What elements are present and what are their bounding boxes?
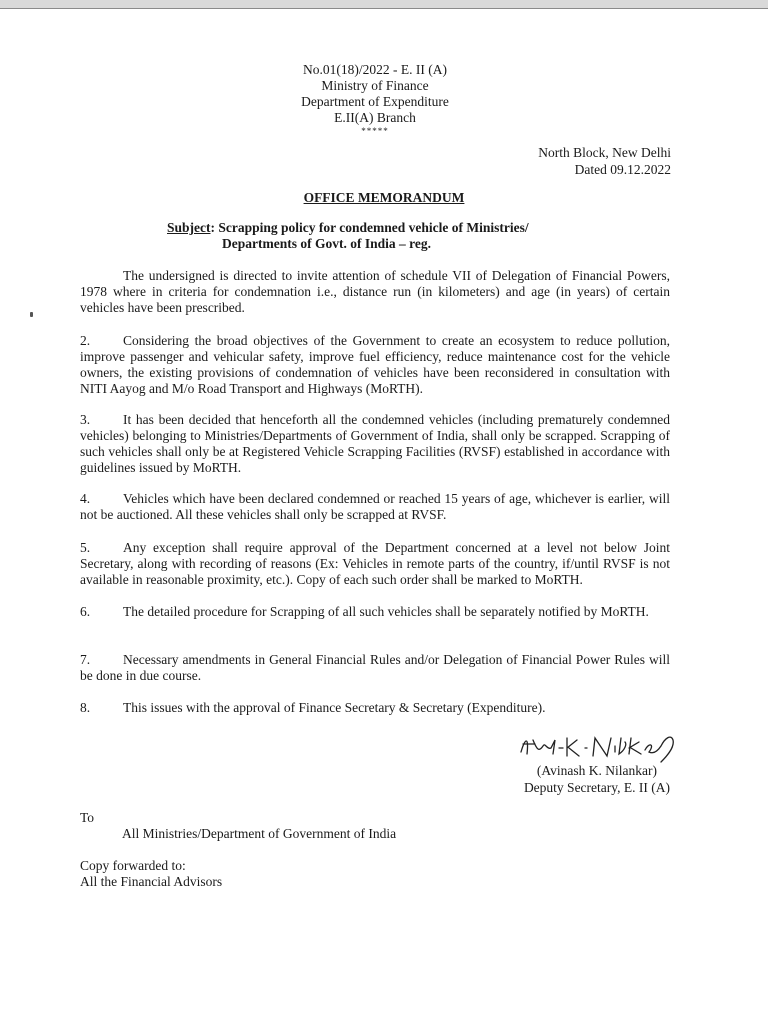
copy-label: Copy forwarded to: [80,858,186,873]
memo-title: OFFICE MEMORANDUM [303,190,465,205]
scan-speck [30,312,33,317]
paragraph-7 [80,652,670,684]
to-addressee: All Ministries/Department of Government of India [122,826,397,841]
subject [167,220,529,252]
signatory-name: (Avinash K. Nilankar) [536,763,658,778]
subject-line-1: : Scrapping policy for condemned vehicle of Ministries/ [210,220,529,235]
paragraph-text: The undersigned is directed to invite attention of schedule VII of Delegation of Financial Powers, 1978 where in criteria for condemnation i.e., distance run (in kilometers) and age (in years) of certain vehicles have been prescribed. [80,268,670,315]
header-separator: ***** [361,126,389,136]
paragraph-1 [80,268,670,316]
place-and-date [538,144,671,178]
paragraph-text: Any exception shall require approval of the Department concerned at a level not below Joint Secretary, along with recording of reasons (Ex: Vehicles in remote parts of the country, if/until RVSF is not available in reasonable proximity, etc.). Copy of each such order shall be marked to MoRTH. [80,540,670,587]
paragraph-text: This issues with the approval of Finance Secretary & Secretary (Expenditure). [123,700,546,715]
paragraph-number: 8. [80,700,91,715]
paragraph-text: Necessary amendments in General Financial Rules and/or Delegation of Financial Power Rules will be done in due course. [80,652,670,683]
paragraph-6 [80,604,670,620]
handwritten-signature [515,730,680,764]
paragraph-text: It has been decided that henceforth all the condemned vehicles (including prematurely condemned vehicles) belonging to Ministries/Departments of Government of India, shall only be scrapped. Scrapping of such vehicles shall only be at Registered Vehicle Scrapping Facilities (RVSF) established in accordance with guidelines issued by MoRTH. [80,412,670,475]
paragraph-number: 2. [80,333,91,348]
paragraph-number: 5. [80,540,91,555]
copy-addressee: All the Financial Advisors [80,874,223,889]
copy-forwarded [80,858,222,890]
letterhead [250,62,500,136]
paragraph-4 [80,491,670,523]
paragraph-text: The detailed procedure for Scrapping of all such vehicles shall be separately notified by MoRTH. [123,604,649,619]
paragraph-number: 7. [80,652,91,667]
subject-line-2: Departments of Govt. of India – reg. [222,236,431,251]
paragraph-number: 6. [80,604,91,619]
signatory-designation: Deputy Secretary, E. II (A) [523,780,670,795]
paragraph-text: Considering the broad objectives of the Government to create an ecosystem to reduce pollution, improve passenger and vehicular safety, improve fuel efficiency, reduce maintenance cost for the vehicle owners, the existing provisions of condemnation of vehicles have been reconsidered in consultation with NITI Aayog and M/o Road Transport and Highways (MoRTH). [80,333,670,396]
paragraph-text: Vehicles which have been declared condemned or reached 15 years of age, whichever is earlier, will not be auctioned. All these vehicles shall only be scrapped at RVSF. [80,491,670,522]
paragraph-3 [80,412,670,476]
paragraph-number: 3. [80,412,91,427]
paragraph-8 [80,700,670,716]
date: Dated 09.12.2022 [574,162,671,177]
paragraph-5 [80,540,670,588]
paragraph-number: 4. [80,491,91,506]
to-label: To [80,810,95,825]
branch-name: E.II(A) Branch [334,110,416,125]
paragraph-2 [80,333,670,397]
place: North Block, New Delhi [538,145,671,160]
reference-number: No.01(18)/2022 - E. II (A) [303,62,447,77]
subject-label: Subject [167,220,211,235]
signatory-block [524,762,670,796]
ministry-name: Ministry of Finance [321,78,429,93]
department-name: Department of Expenditure [301,94,449,109]
